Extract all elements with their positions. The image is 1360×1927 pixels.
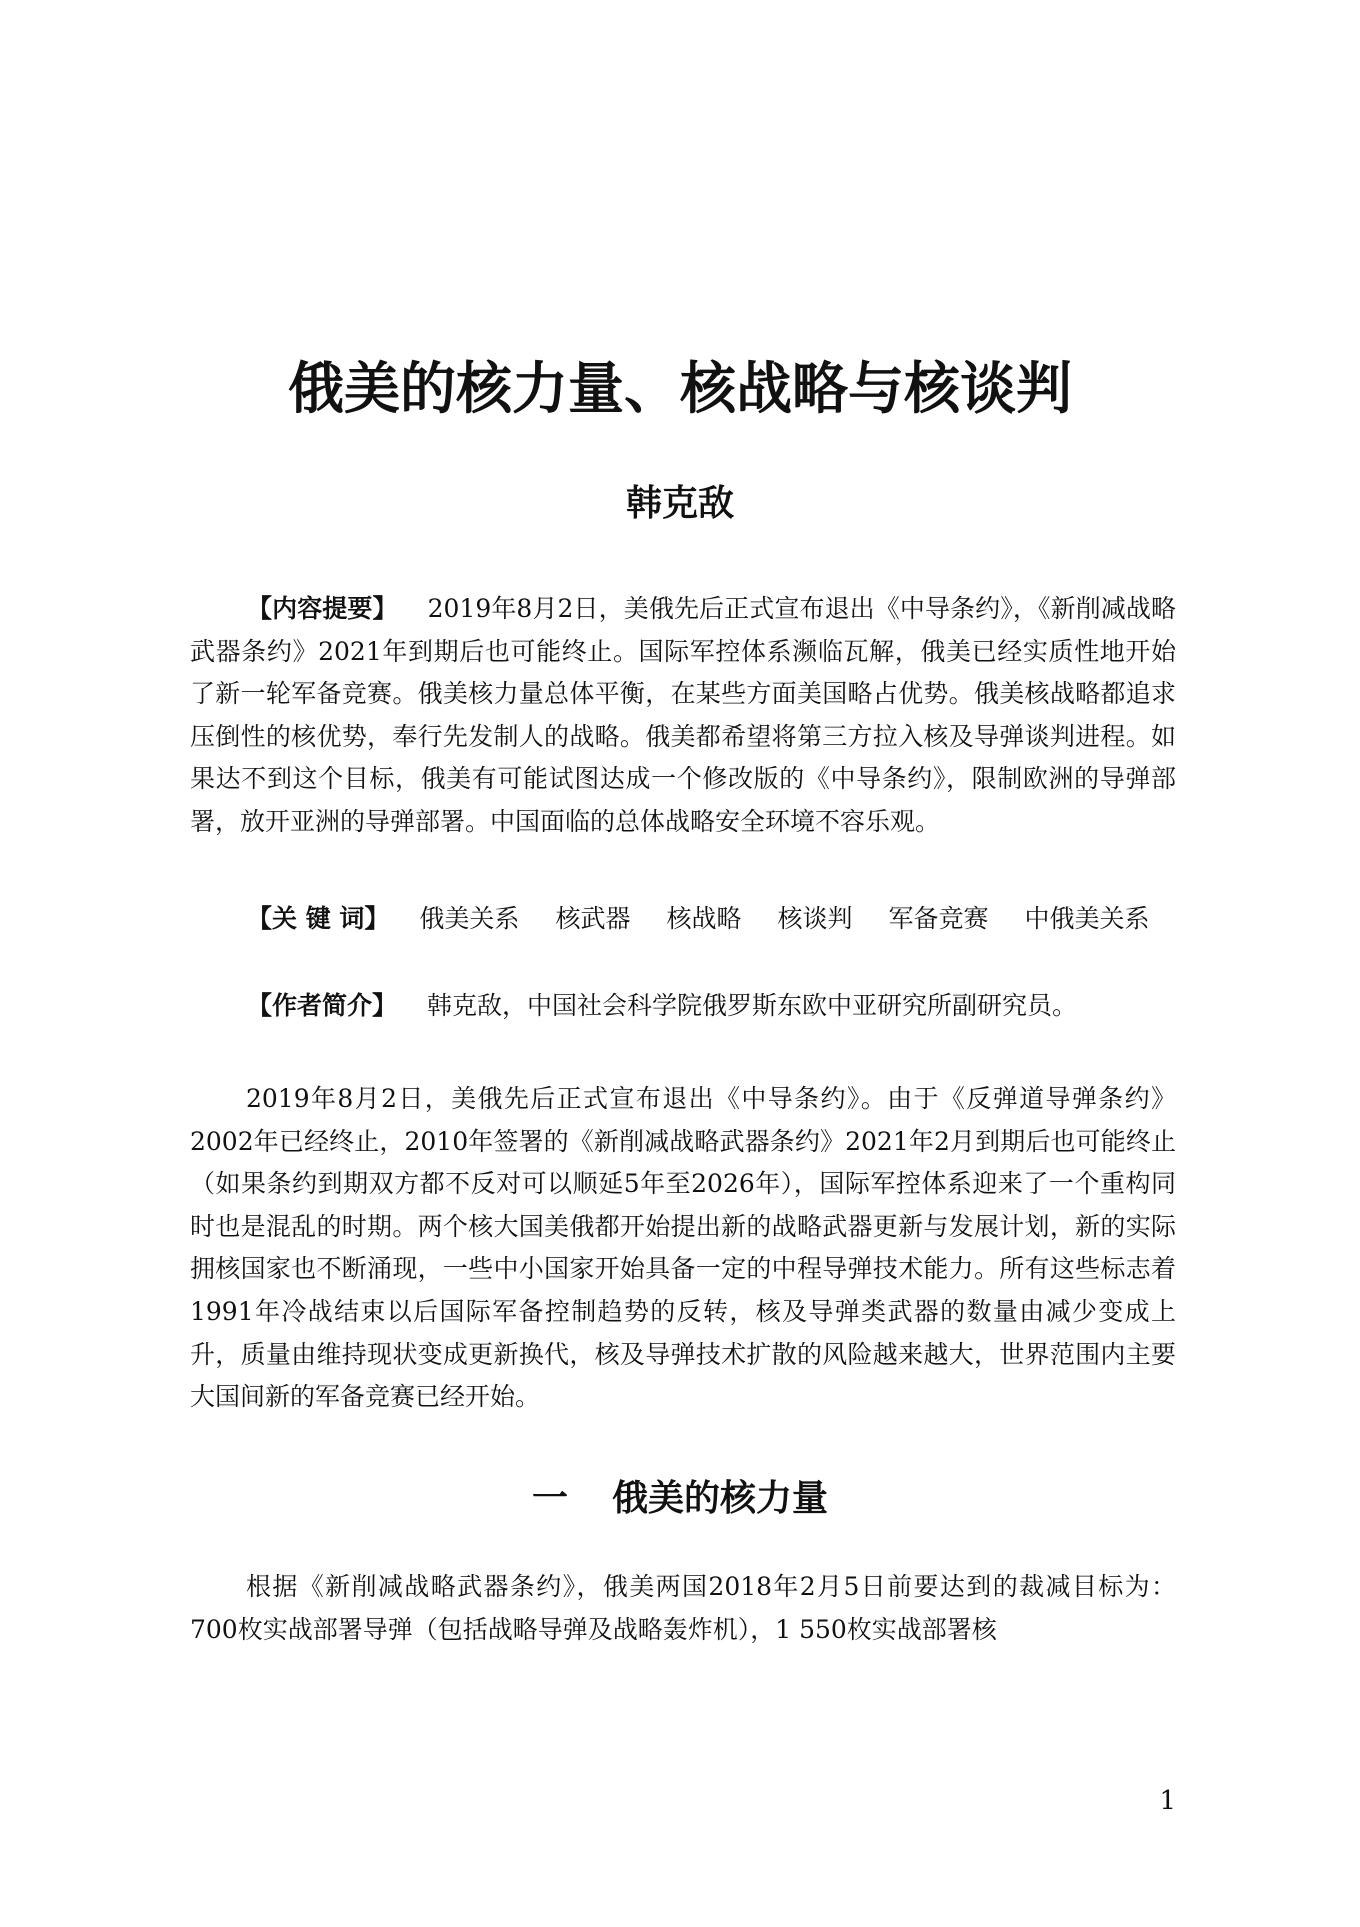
- keywords-label: 【关 键 词】: [247, 904, 390, 933]
- section-heading: [0, 1474, 1360, 1524]
- keyword: 军备竞赛: [888, 904, 989, 933]
- article-title: 俄美的核力量、核战略与核谈判: [288, 357, 1072, 422]
- author-info-text: 韩克敌，中国社会科学院俄罗斯东欧中亚研究所副研究员。: [427, 991, 1078, 1020]
- keyword: 核战略: [666, 904, 742, 933]
- keywords: [190, 898, 1176, 941]
- abstract-text: 2019年8月2日，美俄先后正式宣布退出《中导条约》，《新削减战略武器条约》2021年到期后也可能终止。国际军控体系濒临瓦解，俄美已经实质性地开始了新一轮军备竞赛。俄美核力量总体平衡，在某些方面美国略占优势。俄美核战略都追求压倒性的核优势，奉行先发制人的战略。俄美都希望将第三方拉入核及导弹谈判进程。如果达不到这个目标，俄美有可能试图达成一个修改版的《中导条约》，限制欧洲的导弹部署，放开亚洲的导弹部署。中国面临的总体战略安全环境不容乐观。: [190, 594, 1176, 836]
- keyword: 中俄美关系: [1024, 904, 1150, 933]
- body-paragraph: 2019年8月2日，美俄先后正式宣布退出《中导条约》。由于《反弹道导弹条约》2002年已经终止，2010年签署的《新削减战略武器条约》2021年2月到期后也可能终止（如果条约到期双方都不反对可以顺延5年至2026年），国际军控体系迎来了一个重构同时也是混乱的时期。两个核大国美俄都开始提出新的战略武器更新与发展计划，新的实际拥核国家也不断涌现，一些中小国家开始具备一定的中程导弹技术能力。所有这些标志着1991年冷战结束以后国际军备控制趋势的反转，核及导弹类武器的数量由减少变成上升，质量由维持现状变成更新换代，核及导弹技术扩散的风险越来越大，世界范围内主要大国间新的军备竞赛已经开始。: [190, 1084, 1176, 1412]
- body-paragraph: 根据《新削减战略武器条约》，俄美两国2018年2月5日前要达到的裁减目标为：700枚实战部署导弹（包括战略导弹及战略轰炸机），1 550枚实战部署核: [190, 1572, 1176, 1644]
- abstract: [190, 588, 1176, 843]
- page-number: 1: [1159, 1786, 1176, 1816]
- keyword: 核武器: [555, 904, 631, 933]
- article-author: 韩克敌: [625, 482, 734, 524]
- author-info-label: 【作者简介】: [247, 991, 398, 1020]
- abstract-label: 【内容提要】: [247, 594, 398, 623]
- keyword: 核谈判: [777, 904, 853, 933]
- keyword: 俄美关系: [419, 904, 520, 933]
- author-info: [190, 985, 1176, 1028]
- section-number: 一: [531, 1478, 568, 1519]
- section-title: 俄美的核力量: [612, 1478, 829, 1519]
